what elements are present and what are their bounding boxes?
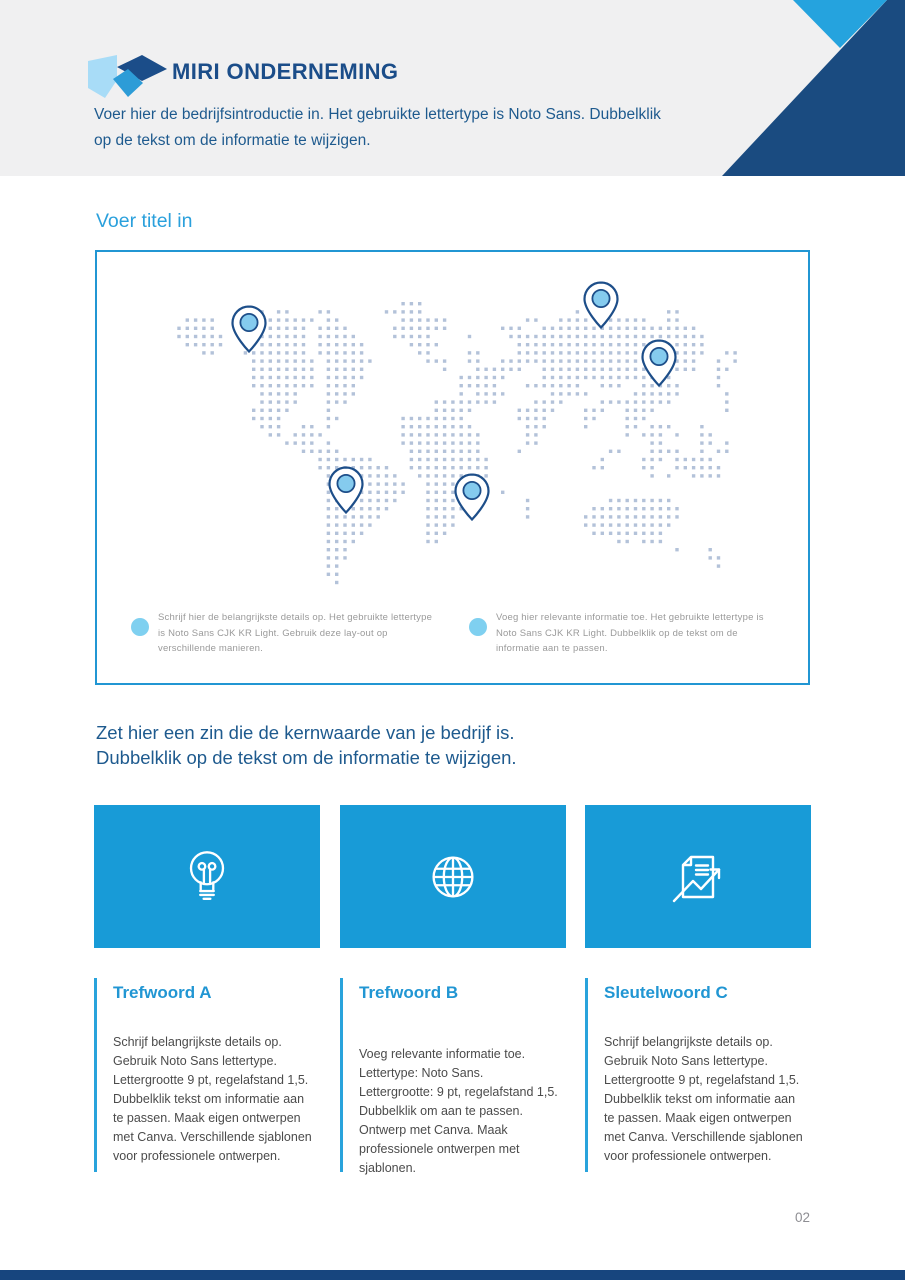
section-title[interactable]: Voer titel in xyxy=(96,210,193,232)
keyword-column-c xyxy=(585,978,811,1172)
keyword-body-c[interactable]: Schrijf belangrijkste details op. Gebruik Noto Sans lettertype. Lettergrootte 9 pt, regelafstand 1,5. Dubbelklik tekst om informatie aan te passen. Maak eigen ontwerpen met Canva. Verschillende sjablonen voor professionele ontwerpen. xyxy=(604,1035,803,1163)
map-note-right[interactable] xyxy=(469,610,779,657)
company-name[interactable]: MIRI ONDERNEMING xyxy=(172,59,399,84)
location-pin-icon[interactable] xyxy=(231,305,267,353)
feature-card-c[interactable] xyxy=(585,805,811,948)
company-logo-icon xyxy=(88,52,170,100)
statement-line-1: Zet hier een zin die de kernwaarde van je bedrijf is. xyxy=(96,722,515,743)
keyword-column-b xyxy=(340,978,566,1175)
keyword-title-c[interactable]: Sleutelwoord C xyxy=(604,983,728,1002)
page-number: 02 xyxy=(794,1210,810,1225)
statement-line-2: Dubbelklik op de tekst om de informatie te wijzigen. xyxy=(96,747,517,768)
feature-card-b[interactable] xyxy=(340,805,566,948)
location-pin-icon[interactable] xyxy=(583,281,619,329)
globe-icon xyxy=(422,846,484,908)
location-pin-icon[interactable] xyxy=(641,339,677,387)
bullet-dot-icon xyxy=(469,618,487,636)
location-pin-icon[interactable] xyxy=(328,466,364,514)
map-note-left[interactable] xyxy=(131,610,441,657)
intro-line-1: Voer hier de bedrijfsintroductie in. Het gebruikte lettertype is Noto Sans. Dubbelklik xyxy=(94,106,661,123)
map-note-text: Schrijf hier de belangrijkste details op. Het gebruikte lettertype is Noto Sans CJK KR Light. Gebruik deze lay-out op verschillende manieren. xyxy=(158,612,433,654)
intro-line-2: op de tekst om de informatie te wijzigen. xyxy=(94,132,371,149)
keyword-body-a[interactable]: Schrijf belangrijkste details op. Gebruik Noto Sans lettertype. Lettergrootte 9 pt, regelafstand 1,5. Dubbelklik tekst om informatie aan te passen. Maak eigen ontwerpen met Canva. Verschillende sjablonen voor professionele ontwerpen. xyxy=(113,1035,312,1163)
keyword-title-a[interactable]: Trefwoord A xyxy=(113,983,212,1002)
core-value-statement[interactable] xyxy=(96,720,517,770)
company-intro-text[interactable] xyxy=(94,102,674,154)
keyword-column-a xyxy=(94,978,320,1172)
world-map-panel xyxy=(95,250,810,685)
footer-accent-bar xyxy=(0,1270,905,1280)
bullet-dot-icon xyxy=(131,618,149,636)
feature-card-a[interactable] xyxy=(94,805,320,948)
keyword-title-b[interactable]: Trefwoord B xyxy=(359,983,459,1002)
report-chart-icon xyxy=(666,845,730,909)
keyword-body-b[interactable]: Voeg relevante informatie toe. Lettertype: Noto Sans. Lettergrootte: 9 pt, regelafstand 1,5. Dubbelklik om aan te passen. Ontwerp met Canva. Maak professionele ontwerpen met sjablonen. xyxy=(359,1047,558,1175)
map-notes xyxy=(131,610,781,657)
map-note-text: Voeg hier relevante informatie toe. Het gebruikte lettertype is Noto Sans CJK KR Light. Dubbelklik op de tekst om de informatie aan te passen. xyxy=(496,612,764,654)
location-pin-icon[interactable] xyxy=(454,473,490,521)
lightbulb-icon xyxy=(176,846,238,908)
